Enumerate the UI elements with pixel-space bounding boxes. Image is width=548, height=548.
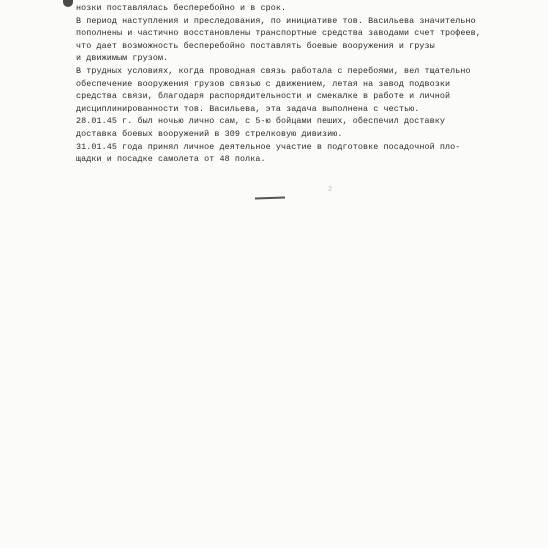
text-line-11: доставка боевых вооружений в 309 стрелковую дивизию. bbox=[76, 128, 343, 139]
text-line-3: пополнены и частично восстановлены транспортные средства заводами счет трофеев, bbox=[76, 28, 481, 39]
text-line-10: 28.01.45 г. был ночью лично сам, с 5-ю бойцами пеших, обеспечил доставку bbox=[76, 116, 446, 127]
text-line-5: и движимым грузом. bbox=[76, 53, 169, 64]
typed-document-body bbox=[76, 2, 536, 166]
handwritten-underline-mark bbox=[255, 196, 285, 199]
text-line-6: В трудных условиях, когда проводная связь работала с перебоями, вел тщательно bbox=[76, 65, 471, 76]
text-line-4: что дает возможность бесперебойно поставлять боевые вооружения и грузы bbox=[76, 40, 435, 51]
text-line-1: нозки поставлялась бесперебойно и в срок. bbox=[76, 3, 287, 13]
scan-artifact-mark bbox=[63, 0, 73, 7]
text-line-7: обеспечение вооружения грузов связью с движением, летая на завод подвозки bbox=[76, 78, 451, 89]
text-line-2: В период наступления и преследования, по инициативе тов. Васильева значительно bbox=[76, 15, 476, 26]
text-line-12: 31.01.45 года принял личное деятельное участие в подготовке посадочной пло- bbox=[76, 141, 461, 152]
page-number: 2 bbox=[328, 186, 333, 194]
text-line-8: средства связи, благодаря распорядительности и смекалке в работе и личной bbox=[76, 91, 451, 102]
text-line-9: дисциплинированности тов. Васильева, эта задача выполнена с честью. bbox=[76, 103, 420, 114]
text-line-13: щадки и посадке самолета от 48 полка. bbox=[76, 154, 266, 165]
